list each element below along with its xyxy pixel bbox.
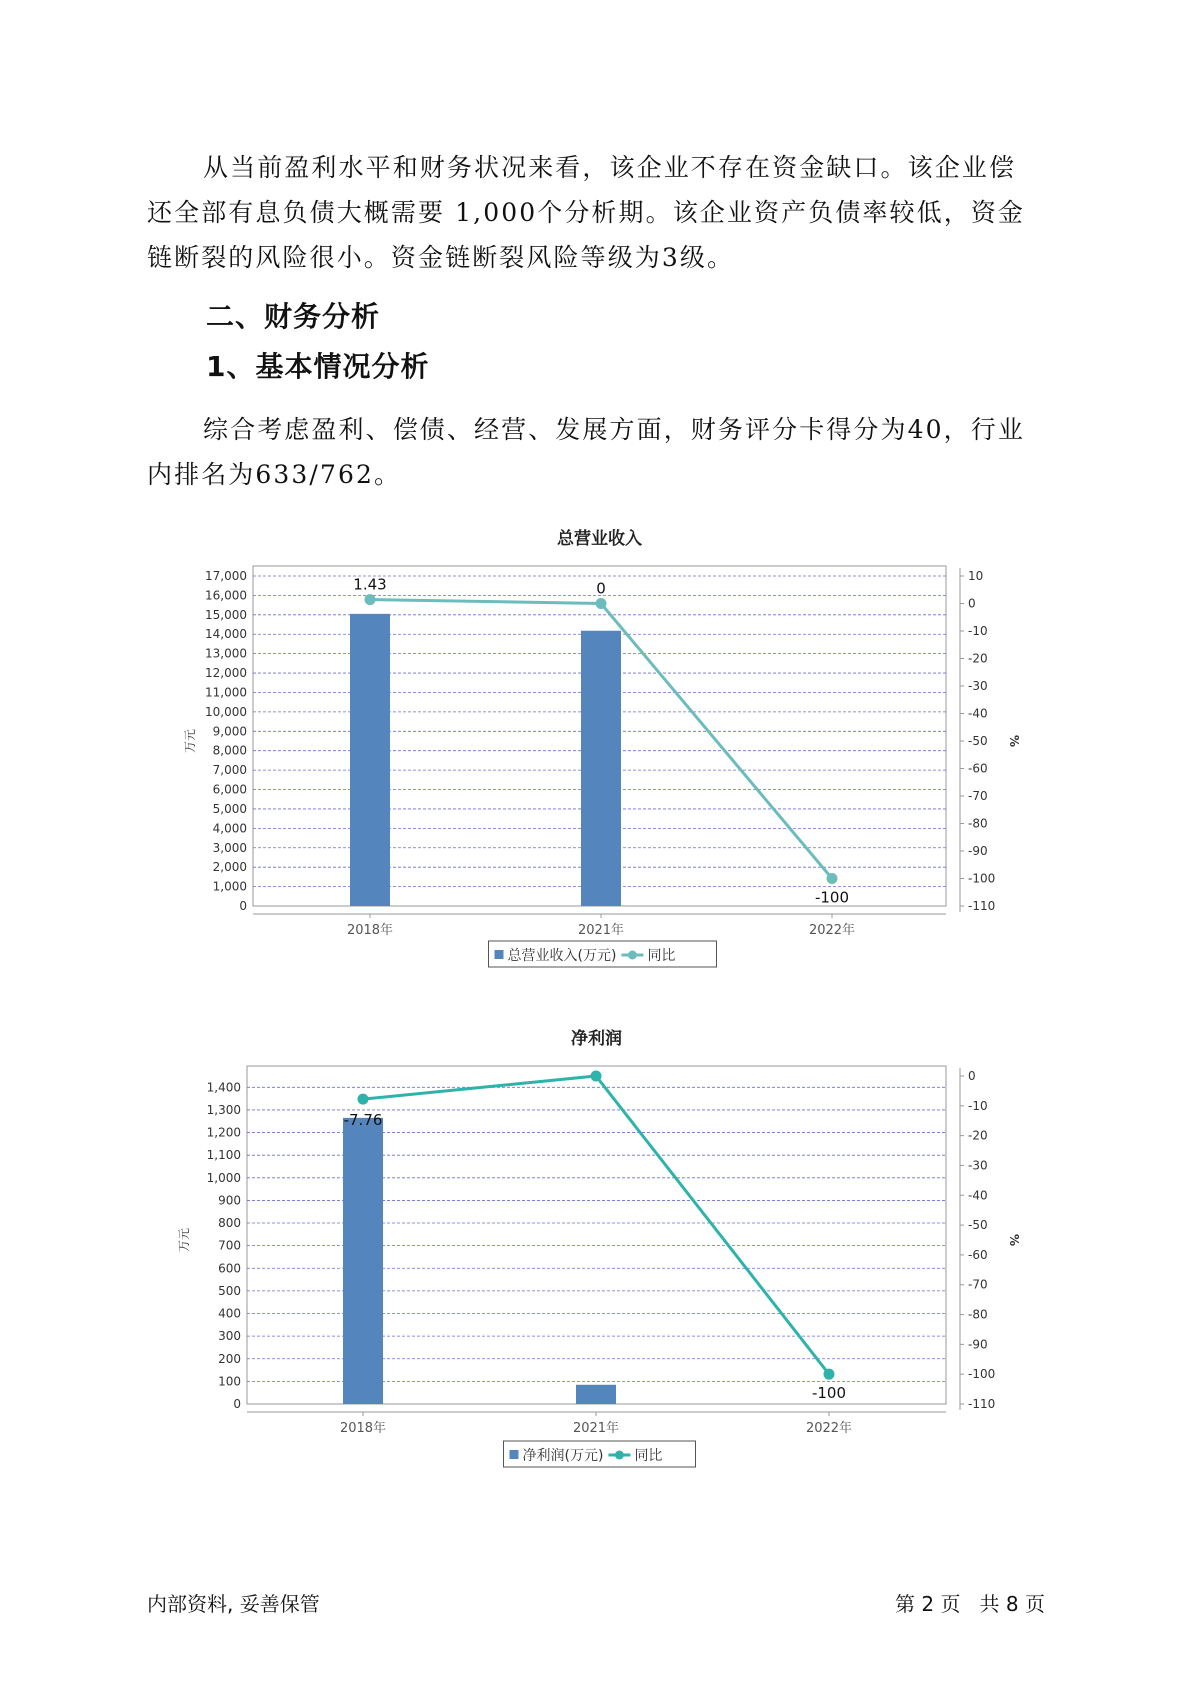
y-tick-label: 9,000 bbox=[212, 724, 247, 739]
yoy-data-label: -100 bbox=[811, 1384, 847, 1403]
y2-tick-label: -40 bbox=[968, 1188, 988, 1203]
paragraph-score bbox=[147, 407, 1047, 497]
bar bbox=[576, 1385, 616, 1404]
legend-line-label: 同比 bbox=[647, 948, 676, 964]
legend-bar-label: 净利润(万元) bbox=[522, 1448, 604, 1464]
yoy-point bbox=[596, 598, 607, 609]
y2-tick-label: -90 bbox=[968, 844, 988, 858]
legend-line-label: 同比 bbox=[634, 1448, 663, 1464]
bar bbox=[581, 631, 621, 906]
x-tick-label: 2022年 bbox=[808, 923, 856, 938]
y2-tick-label: -50 bbox=[968, 1218, 988, 1233]
y2-tick-label: -70 bbox=[968, 1277, 988, 1292]
yoy-data-label: -7.76 bbox=[343, 1111, 383, 1130]
y-tick-label: 1,200 bbox=[206, 1125, 241, 1140]
text-line: 从当前盈利水平和财务状况来看，该企业不存在资金缺口。该企业偿 bbox=[203, 153, 1017, 182]
yoy-point bbox=[827, 873, 838, 884]
y2-tick-label: -10 bbox=[968, 1098, 988, 1113]
legend-bar-label: 总营业收入(万元) bbox=[507, 948, 617, 964]
y-tick-label: 1,000 bbox=[212, 879, 247, 894]
y-tick-label: 12,000 bbox=[205, 666, 247, 681]
legend-bar-swatch bbox=[510, 1450, 519, 1459]
y2-tick-label: -80 bbox=[968, 816, 988, 831]
y2-tick-label: -100 bbox=[968, 1367, 996, 1382]
y2-tick-label: -50 bbox=[968, 734, 988, 748]
y-tick-label: 1,400 bbox=[206, 1080, 241, 1095]
y-axis-title: 万元 bbox=[183, 728, 197, 754]
y-tick-label: 8,000 bbox=[212, 743, 247, 758]
y2-tick-label: 0 bbox=[968, 596, 976, 611]
y-tick-label: 7,000 bbox=[212, 763, 247, 778]
y2-tick-label: -100 bbox=[968, 871, 996, 886]
y2-axis-title: % bbox=[1007, 1233, 1021, 1247]
y-tick-label: 900 bbox=[218, 1193, 241, 1208]
yoy-data-label: -100 bbox=[814, 888, 850, 907]
y2-tick-label: -30 bbox=[968, 679, 988, 693]
text-line: 链断裂的风险很小。资金链断裂风险等级为3级。 bbox=[147, 243, 735, 272]
y-tick-label: 5,000 bbox=[212, 801, 247, 816]
y2-tick-label: -110 bbox=[968, 899, 996, 913]
footer-page-number: 第 2 页 共 8 页 bbox=[895, 1592, 1045, 1616]
y-axis-title: 万元 bbox=[177, 1227, 191, 1253]
text-line: 还全部有息负债大概需要 1,000个分析期。该企业资产负债率较低，资金 bbox=[147, 198, 1026, 227]
y2-tick-label: -20 bbox=[968, 1128, 988, 1143]
revenue-chart-svg bbox=[0, 520, 1191, 980]
text-line: 内排名为633/762。 bbox=[147, 460, 402, 489]
y-tick-label: 300 bbox=[218, 1329, 241, 1344]
footer-note: 内部资料, 妥善保管 bbox=[147, 1592, 320, 1616]
net-profit-chart bbox=[0, 1020, 1191, 1484]
y-tick-label: 200 bbox=[218, 1351, 241, 1366]
y2-tick-label: -70 bbox=[968, 789, 988, 803]
y-tick-label: 13,000 bbox=[205, 646, 247, 661]
bar bbox=[343, 1118, 383, 1404]
yoy-point bbox=[365, 594, 376, 605]
y2-tick-label: -60 bbox=[968, 1247, 988, 1262]
y2-tick-label: -90 bbox=[968, 1337, 988, 1352]
y-tick-label: 4,000 bbox=[212, 821, 247, 836]
yoy-point bbox=[591, 1071, 602, 1082]
y-tick-label: 2,000 bbox=[212, 860, 247, 875]
y2-tick-label: -30 bbox=[968, 1158, 988, 1173]
legend-line-marker bbox=[615, 1451, 624, 1460]
y-tick-label: 600 bbox=[218, 1261, 241, 1276]
y-tick-label: 500 bbox=[218, 1283, 241, 1298]
section-heading: 二、财务分析 bbox=[206, 300, 381, 333]
y-tick-label: 6,000 bbox=[212, 782, 247, 797]
yoy-point bbox=[824, 1369, 835, 1380]
y-tick-label: 1,000 bbox=[206, 1170, 241, 1185]
y2-tick-label: -60 bbox=[968, 761, 988, 776]
y-tick-label: 0 bbox=[239, 899, 247, 913]
y-tick-label: 14,000 bbox=[205, 627, 247, 642]
yoy-data-label: 1.43 bbox=[353, 575, 387, 594]
bar bbox=[350, 614, 390, 906]
legend-line-marker bbox=[628, 951, 637, 960]
chart-title: 净利润 bbox=[571, 1029, 622, 1049]
chart-title: 总营业收入 bbox=[557, 529, 642, 549]
y-tick-label: 11,000 bbox=[205, 685, 247, 700]
paragraph-funding-risk bbox=[147, 145, 1047, 280]
yoy-data-label: 0 bbox=[596, 579, 606, 598]
y2-tick-label: 0 bbox=[968, 1069, 976, 1083]
y-tick-label: 100 bbox=[218, 1374, 241, 1389]
y-tick-label: 15,000 bbox=[205, 607, 247, 622]
y-tick-label: 800 bbox=[218, 1216, 241, 1231]
y-tick-label: 17,000 bbox=[205, 569, 247, 583]
yoy-point bbox=[358, 1094, 369, 1105]
x-tick-label: 2018年 bbox=[339, 1421, 387, 1436]
y2-tick-label: -10 bbox=[968, 624, 988, 638]
net-profit-chart-svg bbox=[0, 1020, 1191, 1480]
y-tick-label: 400 bbox=[218, 1306, 241, 1321]
y2-tick-label: 10 bbox=[968, 569, 984, 583]
y-tick-label: 10,000 bbox=[205, 704, 247, 719]
yoy-line bbox=[363, 1076, 829, 1374]
subsection-heading: 1、基本情况分析 bbox=[206, 350, 430, 383]
y2-axis-title: % bbox=[1007, 734, 1021, 748]
text-line: 综合考虑盈利、偿债、经营、发展方面，财务评分卡得分为40，行业 bbox=[203, 415, 1025, 444]
y2-tick-label: -20 bbox=[968, 651, 988, 666]
y-tick-label: 1,300 bbox=[206, 1102, 241, 1117]
y-tick-label: 0 bbox=[233, 1397, 241, 1411]
legend-bar-swatch bbox=[495, 950, 504, 959]
y-tick-label: 1,100 bbox=[206, 1148, 241, 1163]
y2-tick-label: -80 bbox=[968, 1307, 988, 1322]
x-tick-label: 2022年 bbox=[805, 1421, 853, 1436]
y-tick-label: 3,000 bbox=[212, 840, 247, 855]
y-tick-label: 16,000 bbox=[205, 588, 247, 603]
x-tick-label: 2018年 bbox=[346, 923, 394, 938]
y-tick-label: 700 bbox=[218, 1238, 241, 1253]
revenue-chart bbox=[0, 520, 1191, 984]
x-tick-label: 2021年 bbox=[577, 923, 625, 938]
y2-tick-label: -40 bbox=[968, 706, 988, 721]
x-tick-label: 2021年 bbox=[572, 1421, 620, 1436]
y2-tick-label: -110 bbox=[968, 1397, 996, 1411]
